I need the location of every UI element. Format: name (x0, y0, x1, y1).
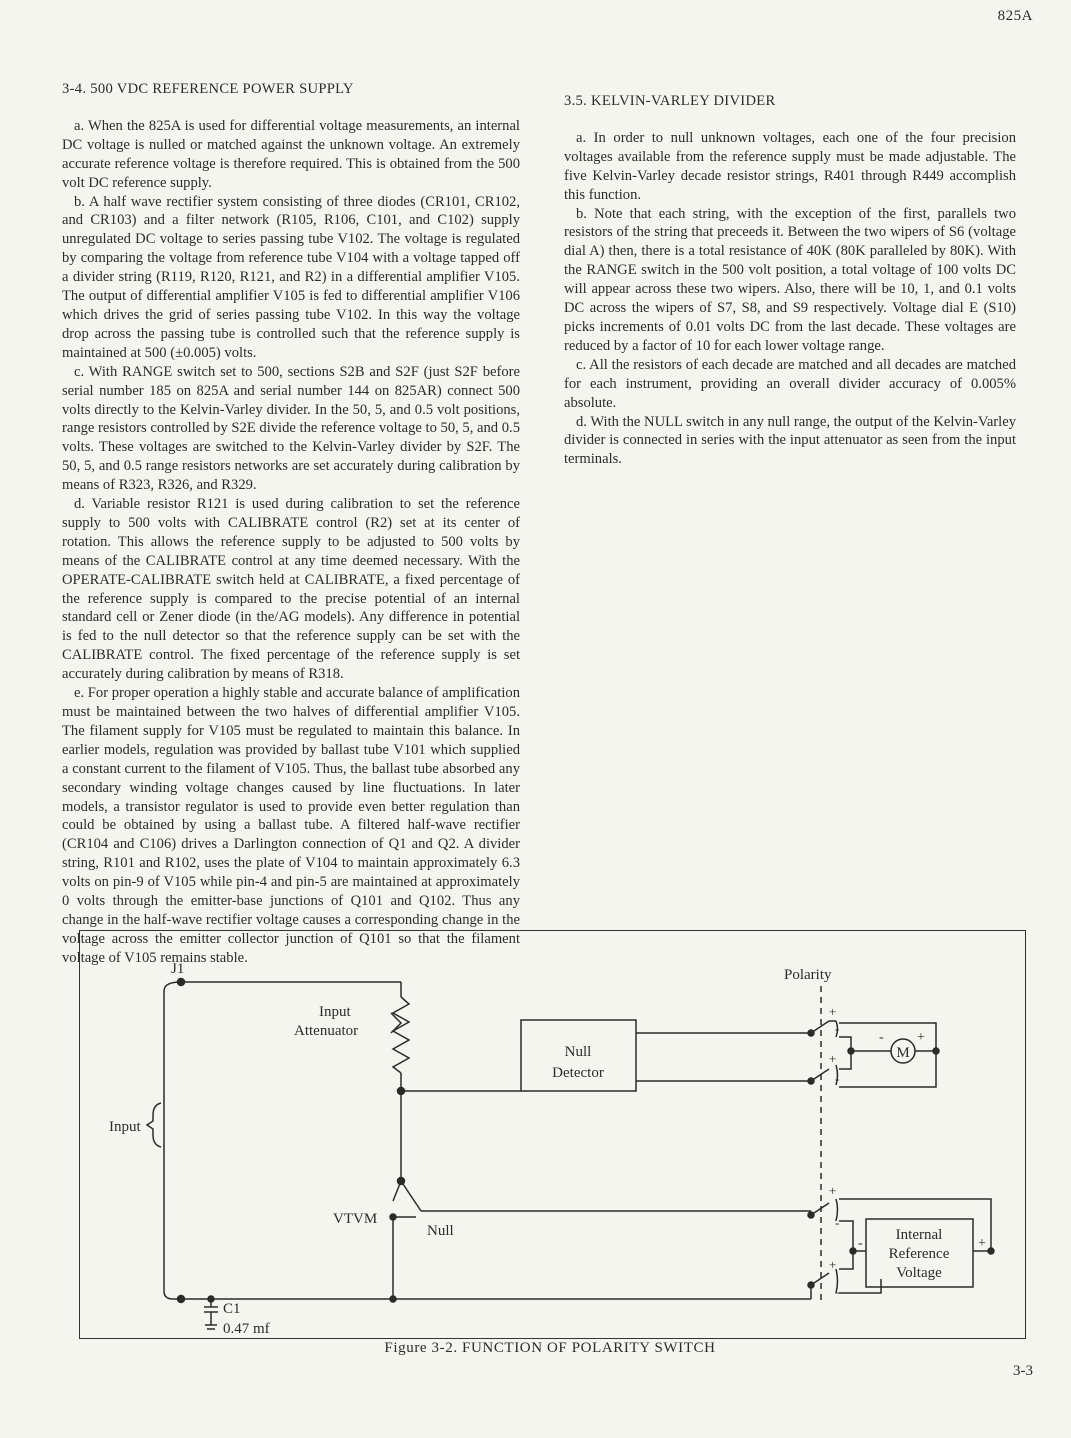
input-brace (147, 1103, 161, 1147)
switch1b-plus: + (829, 1051, 837, 1066)
null-label: Null (427, 1223, 454, 1239)
right-column (564, 74, 1016, 469)
input-attenuator-resistor (393, 997, 409, 1073)
internal-ref-label-3: Voltage (896, 1265, 942, 1281)
polarity-label: Polarity (784, 967, 832, 983)
wire-input-loop (164, 982, 181, 1299)
switch2-contact-a (811, 1199, 838, 1221)
null-detector-label-2: Detector (552, 1065, 604, 1081)
switch1b-minus: - (835, 1071, 840, 1086)
input-ground-terminal (178, 1296, 185, 1303)
switch2-contact-b (811, 1269, 838, 1293)
paragraph-3-5-a: a. In order to null unknown voltages, each one of the four precision voltages available from the reference supply must be made adjustable. The five Kelvin-Varley decade resistor strings, R401 through R449 accomplish this function. (564, 129, 1016, 203)
input-attenuator-label-2: Attenuator (294, 1023, 359, 1039)
switch2-plus: + (829, 1183, 837, 1198)
switch1-minus: - (835, 1021, 840, 1036)
section-3-5-heading: 3.5. KELVIN-VARLEY DIVIDER (564, 93, 776, 109)
switch1-contact-a (811, 1021, 838, 1037)
c1-label: C1 (223, 1301, 241, 1317)
meter-plus: + (917, 1030, 925, 1045)
null-detector-label-1: Null (564, 1044, 592, 1060)
section-3-4-heading: 3-4. 500 VDC REFERENCE POWER SUPPLY (62, 81, 354, 97)
paragraph-3-5-c: c. All the resistors of each decade are matched and all decades are matched for each instrument, providing an overall divider accuracy of 0.005% absolute. (564, 356, 1016, 411)
switch2-minus: - (835, 1215, 840, 1230)
paragraph-3-4-d: d. Variable resistor R121 is used during calibration to set the reference supply to 500 volts with CALIBRATE control (R2) set at its center of rotation. This allows the reference supply to be adjusted to 500 volts by means of the CALIBRATE control at any time deemed necessary. With the OPERATE-CALIBRATE switch held at CALIBRATE, a fixed percentage of the reference supply is compared to the precise potential of an internal standard cell or Zener diode (in the/AG models). Any difference in potential is fed to the null detector so that the reference supply can be set with the CALIBRATE control. The fixed percentage of the reference supply is set accurately during calibration by means of R318. (62, 496, 520, 683)
node-meter-left (848, 1048, 854, 1054)
c1-value: 0.47 mf (223, 1321, 270, 1337)
null-switch-blade (401, 1181, 421, 1211)
figure-frame (79, 930, 1026, 1339)
ref-minus: - (858, 1236, 863, 1251)
polarity-switch-schematic (80, 931, 1027, 1340)
ref-plus: + (978, 1236, 986, 1251)
internal-ref-label-2: Reference (888, 1246, 950, 1262)
node-meter-right (933, 1048, 939, 1054)
internal-ref-label-1: Internal (895, 1227, 943, 1243)
wire-to-meter-left (839, 1037, 879, 1069)
meter-minus: - (879, 1030, 884, 1045)
switch2b-plus: + (829, 1257, 837, 1272)
switch1-plus: + (829, 1004, 837, 1019)
paragraph-3-4-c: c. With RANGE switch set to 500, sections S2B and S2F (just S2F before serial number 185 on 825A and serial number 144 on 825AR) connect 500 volts directly to the Kelvin-Varley divider. In the 50, 5, and 0.5 volt positions, range resistors controlled by S2E divide the reference voltage to 50, 5, and 0.5 volts. These voltages are switched to the Kelvin-Varley divider by S2F. The 50, 5, and 0.5 range resistors networks are set accurately during calibration by means of R323, R326, and R329. (62, 363, 520, 494)
j1-label: J1 (171, 961, 185, 977)
paragraph-3-4-a: a. When the 825A is used for differential voltage measurements, an internal DC voltage is nulled or matched against the unknown voltage. An extremely accurate reference voltage is therefore required. This is obtained from the 500 volt DC reference supply. (62, 117, 520, 191)
paragraph-3-4-b: b. A half wave rectifier system consisting of three diodes (CR101, CR102, and CR103) and a filter network (R105, R106, C101, and C102) supply unregulated DC voltage to series passing tube V102. The voltage is regulated by comparing the voltage from reference tube V104 with a voltage tapped off a divider string (R119, R120, R121, and R2) in a differential amplifier V105. The output of differential amplifier V105 is fed to differential amplifier V106 which drives the grid of series passing tube V102. In this way the voltage drop across the passing tube is controlled such that the reference supply is maintained at 500 (±0.005) volts. (62, 193, 520, 361)
vtvm-label: VTVM (333, 1211, 378, 1227)
node-ref-minus (850, 1248, 856, 1254)
switch2b-minus: - (835, 1284, 840, 1299)
page-header-doc-id: 825A (997, 8, 1033, 24)
switch1-contact-b (811, 1065, 838, 1085)
node-vtvm-bottom (390, 1296, 396, 1302)
left-column (62, 80, 520, 968)
paragraph-3-5-b: b. Note that each string, with the exception of the first, parallels two resistors of the string that preceeds it. Between the two wipers of S6 (voltage dial A) then, there is a total resistance of 40K (80K paralleled by 80K). With the RANGE switch in the 500 volt position, a total voltage of 100 volts DC will appear across these two wipers. Also, there will be 10, 1, and 0.1 volts DC across the wipers of S7, S8, and S9 respectively. Voltage dial E (S10) picks increments of 0.01 volts DC from the last decade. These voltages are reduced by a factor of 10 for each lower voltage range. (564, 205, 1016, 354)
meter-label: M (896, 1045, 910, 1061)
figure-caption: Figure 3-2. FUNCTION OF POLARITY SWITCH (384, 1340, 716, 1356)
input-attenuator-label-1: Input (319, 1004, 351, 1020)
vtvm-switch-blade (393, 1181, 401, 1201)
page-number: 3-3 (1013, 1363, 1033, 1379)
paragraph-3-5-d: d. With the NULL switch in any null range, the output of the Kelvin-Varley divider is connected in series with the input attenuator as seen from the input terminals. (564, 413, 1016, 468)
input-label: Input (109, 1119, 141, 1135)
paragraph-3-4-e: e. For proper operation a highly stable and accurate balance of amplification must be maintained between the two halves of differential amplifier V105. The filament supply for V105 must be regulated to maintain this balance. In earlier models, regulation was provided by ballast tube V101 which supplied a constant current to the filament of V105. Thus, the ballast tube absorbed any secondary winding voltage changes caused by line fluctuations. In later models, a transistor regulator is used to provide even better regulation than could be obtained by using a ballast tube. A filtered half-wave rectifier (CR104 and C106) drives a Darlington connection of Q1 and Q2. A divider string, R101 and R102, uses the plate of V104 to maintain approximately 6.3 volts on pin-9 of V105 while pin-4 and pin-5 are maintained at approximately 0 volts through the emitter-base junctions of Q101 and Q102. Thus any change in the half-wave rectifier voltage causes a corresponding change in the voltage across the emitter collector junction of Q101 so that the filament voltage of V105 remains stable. (62, 685, 520, 966)
